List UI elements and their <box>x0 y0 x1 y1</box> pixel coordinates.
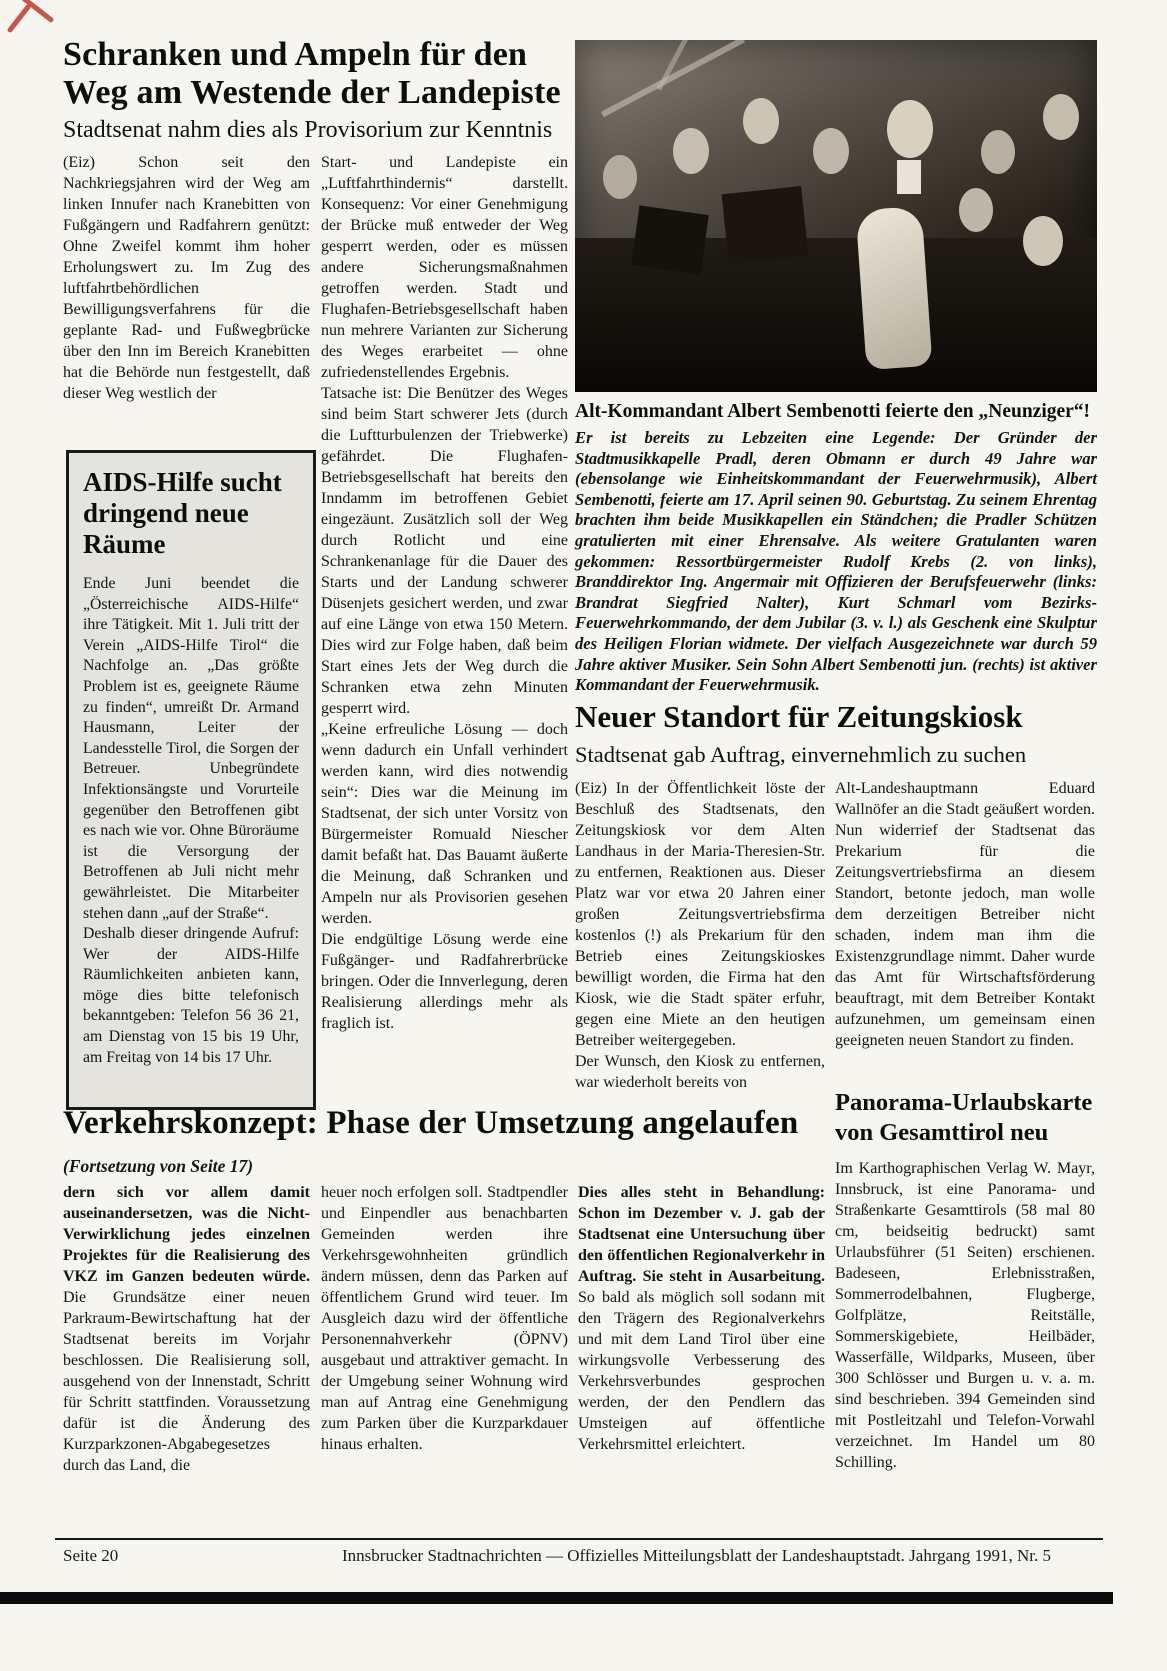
photo-face-jubilar <box>887 100 933 158</box>
headline-schranken: Schranken und Ampeln für den Weg am Westende der Landepiste <box>63 36 561 111</box>
footer-masthead: Innsbrucker Stadtnachrichten — Offizielles Mitteilungsblatt der Landeshauptstadt. Jahrgang 1991, Nr. 5 <box>342 1546 1051 1565</box>
headline-aids: AIDS-Hilfe sucht dringend neue Räume <box>83 467 282 559</box>
article-kiosk-column-1 <box>575 778 825 1093</box>
photo-face <box>1023 216 1063 266</box>
footer-rule <box>55 1538 1103 1540</box>
paragraph: Ende Juni beendet die „Österreichische AIDS-Hilfe“ ihre Tätigkeit. Mit 1. Juli tritt der Verein „AIDS-Hilfe Tirol“ die Nachfolge an. „Das größte Problem ist es, geeignete Räume zu finden“, umreißt Dr. Armand Hausmann, Leiter der Landesstelle Tirol, die Sorgen der Betreuer. Unbegründete Infektionsängste und Vorurteile gegenüber den Betroffenen gibt es nach wie vor. Ohne Büroräume ist die Versorgung der Betroffenen ab Juli nicht mehr gewährleistet. Die Mitarbeiter stehen dann „auf der Straße“. <box>83 575 299 922</box>
photo-caption-text: Er ist bereits zu Lebzeiten eine Legende: Der Gründer der Stadtmusikkapelle Pradl, deren Obmann er durch 49 Jahre war (ebensolange wie Einheitskommandant der Feuerwehrmusik), Albert Sembenotti, feierte am 17. April seinen 90. Geburtstag. Zu seinem Ehrentag brachten ihm beide Musikkapellen ein Ständchen; die Pradler Schützen gratulierten mit einer Ehrensalve. Als weitere Gratulanten waren gekommen: Ressortbürgermeister Rudolf Krebs (2. von links), Branddirektor Ing. Angermair mit Offizieren der Berufsfeuerwehr (links: Brandrat Siegfried Nalter), Kurt Schmarl vom Bezirks-Feuerwehrkommando, der dem Jubilar (3. v. l.) als Geschenk eine Skulptur des Heiligen Florian widmete. Der vielfach Ausgezeichnete war durch 59 Jahre aktiver Musiker. Sein Sohn Albert Sembenotti jun. (rechts) ist aktiver Kommandant der Feuerwehrmusik. <box>575 428 1097 695</box>
photo-face <box>1043 94 1079 140</box>
photo-branch-decoration <box>601 40 745 117</box>
headline-kiosk: Neuer Standort für Zeitungskiosk <box>575 699 1023 734</box>
photo-face <box>959 188 993 232</box>
continuation-note: (Fortsetzung von Seite 17) <box>63 1156 254 1176</box>
photo-face <box>743 98 779 144</box>
paragraph: Die endgültige Lösung werde eine Fußgänger- und Radfahrerbrücke bringen. Oder die Innverlegung, deren Realisierung allerdings mehr als fraglich ist. <box>321 931 568 1032</box>
headline-verkehr: Verkehrskonzept: Phase der Umsetzung angelaufen <box>63 1105 799 1141</box>
article-verkehr-column-2: heuer noch erfolgen soll. Stadtpendler und Einpendler aus benachbarten Gemeinden werden ihre Verkehrsgewohnheiten gründlich ändern müssen, denn das Parken auf öffentlichem Grund wird teuer. Im Ausgleich dazu wird der öffentliche Personennahverkehr (ÖPNV) ausgebaut und attraktiver gemacht. In der Umgebung seiner Wohnung wird man auf Antrag eine Genehmigung zum Parken über die Kurzparkdauer hinaus erhalten. <box>321 1184 568 1453</box>
paragraph: „Keine erfreuliche Lösung — doch wenn dadurch ein Unfall verhindert werden kann, wird dies notwendig sein“: Dies war die Meinung im Stadtsenat, der sich unter Vorsitz von Bürgermeister Romuald Niescher damit befaßt hat. Das Bauamt äußerte die Meinung, daß Schranken und Ampeln nur als Provisorien gesehen werden. <box>321 721 568 927</box>
photo-dark-suit <box>631 205 709 274</box>
aids-box <box>66 450 316 1110</box>
lead-text: Dies alles steht in Behandlung: Schon im Dezember v. J. gab der Stadtsenat eine Untersuchung über den öffentlichen Regionalverkehr in Auftrag. Sie steht in Ausarbeitung. <box>578 1184 825 1285</box>
body-text: Die Grundsätze einer neuen Parkraum-Bewirtschaftung hat der Stadtsenat bereits im Vorjahr beschlossen. Die Realisierung soll, ausgehend von der Innenstadt, Schritt für Schritt stattfinden. Voraussetzung dafür ist die Änderung des Kurzparkzonen-Abgabegesetzes durch das Land, die <box>63 1289 310 1474</box>
paragraph: (Eiz) In der Öffentlichkeit löste der Beschluß des Stadtsenats, den Zeitungskiosk vor dem Alten Landhaus in der Maria-Theresien-Str. zu entfernen, Reaktionen aus. Dieser Platz war vor etwa 20 Jahren einer großen Zeitungsvertriebsfirma kostenlos (!) als Prekarium für den Betrieb eines Zeitungskioskes bewilligt worden, die Firma hat den Kiosk, wie die Stadt später erfuhr, gegen eine Miete an den heutigen Betreiber weitergegeben. <box>575 780 825 1049</box>
footer-page-number: Seite 20 <box>63 1546 119 1565</box>
article-verkehr-column-3 <box>578 1182 825 1455</box>
article-panorama-body: Im Karthographischen Verlag W. Mayr, Innsbruck, ist eine Panorama- und Straßenkarte Gesamttirols (58 mal 80 cm, beidseitig bedruckt) samt Urlaubsführer (51 Seiten) erschienen. Badeseen, Erlebnisstraßen, Sommerrodelbahnen, Flugberge, Golfplätze, Reitställe, Sommerskigebiete, Heilbäder, Wasserfälle, Wildparks, Museen, über 300 Schlösser und Burgen u. v. a. m. sind beschrieben. 394 Gemeinden sind mit Postleitzahl und Telefon-Vorwahl verzeichnet. Im Handel um 80 Schilling. <box>835 1160 1095 1471</box>
subhead-kiosk: Stadtsenat gab Auftrag, einvernehmlich zu suchen <box>575 742 1027 767</box>
lead-text: dern sich vor allem damit auseinandersetzen, was die Nicht-Verwirklichung jedes einzelnen Projektes für die Realisierung des VKZ im Ganzen bedeuten würde. <box>63 1184 310 1285</box>
body-text: So bald als möglich soll sodann mit den Trägern des Regionalverkehrs und mit dem Land Tirol über eine wirkungsvolle Verbesserung des Verkehrsverbundes gesprochen werden, der den Pendlern das Umsteigen auf öffentliche Verkehrsmittel erleichtert. <box>578 1289 825 1453</box>
photo-face <box>813 128 849 174</box>
bottom-black-bar <box>0 1592 1113 1604</box>
article-verkehr-column-1 <box>63 1182 310 1476</box>
photo-dark-suit <box>722 186 809 264</box>
article-schranken-column-1: (Eiz) Schon seit den Nachkriegsjahren wird der Weg am linken Innufer nach Kranebitten von Fußgängern und Radfahrern genützt: Ohne Zweifel kommt ihm hoher Erholungswert zu. Im Zug des luftfahrtbehördlichen Bewilligungsverfahrens für die geplante Rad- und Fußwegbrücke über den Inn im Bereich Kranebitten hat die Behörde nun festgestellt, daß dieser Weg westlich der <box>63 154 310 402</box>
photo-florian-sculpture <box>855 206 932 370</box>
article-kiosk-column-2: Alt-Landeshauptmann Eduard Wallnöfer an die Stadt geäußert worden. Nun widerrief der Stadtsenat das Prekarium für die Zeitungsvertriebsfirma an diesem Standort, betonte jedoch, man wolle dem derzeitigen Betreiber nicht schaden, indem man ihm die Existenzgrundlage nimmt. Daher wurde das Amt für Wirtschaftsförderung beauftragt, mit dem Betreiber Kontakt aufzunehmen, um gemeinsam einen geeigneten neuen Standort zu finden. <box>835 780 1095 1049</box>
headline-panorama: Panorama-Urlaubskarte von Gesamttirol neu <box>835 1089 1093 1146</box>
photo-sembenotti <box>575 40 1097 392</box>
subhead-schranken: Stadtsenat nahm dies als Provisorium zur Kenntnis <box>63 117 553 143</box>
paragraph: Tatsache ist: Die Benützer des Weges sind beim Start schwerer Jets (durch die Luftturbulenzen der Triebwerke) gefährdet. Die Flughafen-Betriebsgesellschaft hat bereits den Inndamm im betroffenen Gebiet eingezäunt. Zusätzlich soll der Weg durch Rotlicht und eine Schrankenanlage für die Dauer des Starts und der Landung schwerer Düsenjets gesichert werden, und zwar auf eine Länge von etwa 150 Metern. Dies wird zur Folge haben, daß beim Start eines Jets der Weg durch die Schranken etwa zehn Minuten gesperrt wird. <box>321 385 568 717</box>
photo-face <box>673 128 709 174</box>
photo-caption-title: Alt-Kommandant Albert Sembenotti feierte den „Neunziger“! <box>575 401 1091 422</box>
article-schranken-column-2 <box>321 152 568 1034</box>
red-pen-mark <box>7 4 32 34</box>
paragraph: Start- und Landepiste ein „Luftfahrthindernis“ darstellt. Konsequenz: Vor einer Genehmigung der Brücke muß entweder der Weg gesperrt werden, oder es müssen andere Sicherungsmaßnahmen getroffen werden. Stadt und Flughafen-Betriebsgesellschaft haben nun mehrere Varianten zur Sicherung des Weges erarbeitet — ohne zufriedenstellendes Ergebnis. <box>321 154 568 381</box>
photo-face <box>603 155 637 199</box>
photo-white-shirt <box>897 160 921 194</box>
paragraph: Deshalb dieser dringende Aufruf: Wer der AIDS-Hilfe Räumlichkeiten anbieten kann, möge dies bitte telefonisch bekanntgeben: Telefon 56 36 21, am Dienstag von 15 bis 19 Uhr, am Freitag von 14 bis 17 Uhr. <box>83 925 299 1066</box>
paragraph: Der Wunsch, den Kiosk zu entfernen, war wiederholt bereits von <box>575 1053 825 1091</box>
photo-face <box>981 130 1015 174</box>
